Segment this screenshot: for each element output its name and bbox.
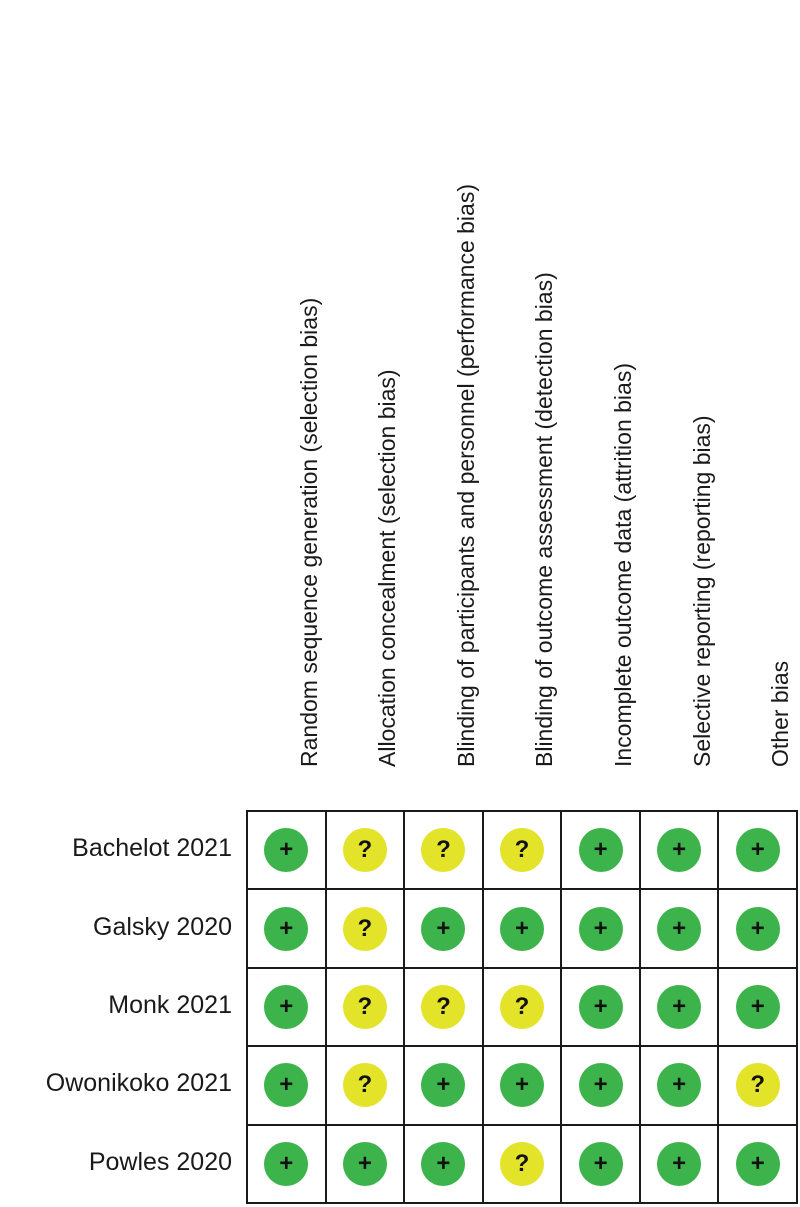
low-risk-marker: + <box>264 1142 308 1186</box>
low-risk-marker: + <box>736 985 780 1029</box>
rating-cell <box>562 1126 641 1204</box>
low-risk-marker: + <box>500 1063 544 1107</box>
unclear-risk-marker: ? <box>343 985 387 1029</box>
unclear-risk-marker: ? <box>500 828 544 872</box>
column-header-label: Random sequence generation (selection bias) <box>295 297 322 767</box>
unclear-risk-marker: ? <box>500 1142 544 1186</box>
column-header <box>403 0 482 800</box>
unclear-risk-marker: ? <box>736 1063 780 1107</box>
rating-cell <box>484 1126 563 1204</box>
rating-cell <box>562 1047 641 1125</box>
rating-cell <box>562 812 641 890</box>
low-risk-marker: + <box>657 985 701 1029</box>
rating-cell <box>562 969 641 1047</box>
rating-cell <box>719 1126 798 1204</box>
rating-cell <box>484 1047 563 1125</box>
unclear-risk-marker: ? <box>421 828 465 872</box>
low-risk-marker: + <box>421 1063 465 1107</box>
low-risk-marker: + <box>579 1142 623 1186</box>
low-risk-marker: + <box>579 985 623 1029</box>
column-header <box>560 0 639 800</box>
low-risk-marker: + <box>264 907 308 951</box>
unclear-risk-marker: ? <box>343 907 387 951</box>
study-label: Galsky 2020 <box>93 912 232 941</box>
table-row <box>248 1047 798 1125</box>
rating-cell <box>484 969 563 1047</box>
column-header <box>246 0 325 800</box>
risk-of-bias-grid <box>246 810 798 1204</box>
column-header-label: Blinding of outcome assessment (detection bias) <box>531 272 558 767</box>
rating-cell <box>327 969 406 1047</box>
study-label: Monk 2021 <box>108 991 232 1019</box>
low-risk-marker: + <box>657 1142 701 1186</box>
rating-cell <box>641 890 720 968</box>
column-header <box>639 0 718 800</box>
rating-cell <box>327 812 406 890</box>
rating-cell <box>641 969 720 1047</box>
column-header-label: Other bias <box>767 660 794 767</box>
low-risk-marker: + <box>500 907 544 951</box>
rating-cell <box>327 1047 406 1125</box>
rating-cell <box>484 890 563 968</box>
rating-cell <box>719 969 798 1047</box>
unclear-risk-marker: ? <box>343 1063 387 1107</box>
unclear-risk-marker: ? <box>343 828 387 872</box>
low-risk-marker: + <box>579 828 623 872</box>
rating-cell <box>327 1126 406 1204</box>
rating-cell <box>248 1047 327 1125</box>
low-risk-marker: + <box>421 907 465 951</box>
rating-cell <box>484 812 563 890</box>
study-label: Bachelot 2021 <box>72 834 232 863</box>
low-risk-marker: + <box>657 907 701 951</box>
low-risk-marker: + <box>343 1142 387 1186</box>
rating-cell <box>641 1126 720 1204</box>
column-header-label: Allocation concealment (selection bias) <box>374 369 401 767</box>
rating-cell <box>327 890 406 968</box>
low-risk-marker: + <box>657 1063 701 1107</box>
unclear-risk-marker: ? <box>421 985 465 1029</box>
rating-cell <box>405 1047 484 1125</box>
column-header <box>482 0 561 800</box>
rating-cell <box>719 890 798 968</box>
column-header-label: Selective reporting (reporting bias) <box>688 415 715 767</box>
low-risk-marker: + <box>264 985 308 1029</box>
low-risk-marker: + <box>264 1063 308 1107</box>
low-risk-marker: + <box>736 828 780 872</box>
rating-cell <box>248 969 327 1047</box>
low-risk-marker: + <box>579 907 623 951</box>
rating-cell <box>248 890 327 968</box>
low-risk-marker: + <box>579 1063 623 1107</box>
rating-cell <box>405 1126 484 1204</box>
table-row <box>248 969 798 1047</box>
low-risk-marker: + <box>421 1142 465 1186</box>
rating-cell <box>641 1047 720 1125</box>
rating-cell <box>405 812 484 890</box>
column-header <box>718 0 797 800</box>
rating-cell <box>405 969 484 1047</box>
rating-cell <box>405 890 484 968</box>
rating-cell <box>248 812 327 890</box>
study-label: Owonikoko 2021 <box>45 1069 232 1098</box>
table-row <box>248 890 798 968</box>
rating-cell <box>641 812 720 890</box>
low-risk-marker: + <box>264 828 308 872</box>
rating-cell <box>719 812 798 890</box>
rating-cell <box>562 890 641 968</box>
low-risk-marker: + <box>736 1142 780 1186</box>
rating-cell <box>248 1126 327 1204</box>
column-header <box>325 0 404 800</box>
low-risk-marker: + <box>736 907 780 951</box>
column-header-label: Blinding of participants and personnel (performance bias) <box>452 184 479 767</box>
low-risk-marker: + <box>657 828 701 872</box>
rating-cell <box>719 1047 798 1125</box>
unclear-risk-marker: ? <box>500 985 544 1029</box>
study-label: Powles 2020 <box>88 1147 232 1176</box>
column-header-label: Incomplete outcome data (attrition bias) <box>609 363 636 767</box>
table-row <box>248 1126 798 1204</box>
table-row <box>248 812 798 890</box>
